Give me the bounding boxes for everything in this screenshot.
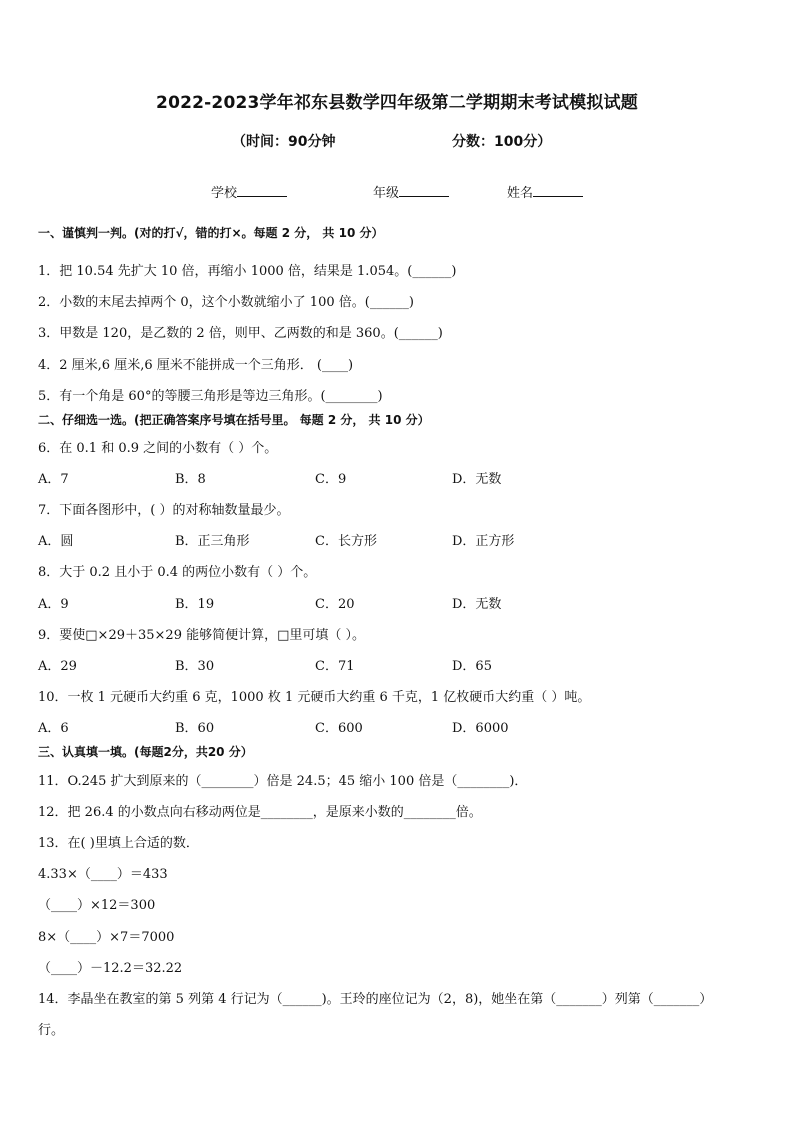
school-label: 学校 <box>211 186 238 201</box>
question-8-options <box>38 593 738 611</box>
option-b[interactable]: B．60 <box>175 721 215 736</box>
section-2-title: 二、仔细选一选。(把正确答案序号填在括号里。 每题 2 分， 共 10 分） <box>38 413 430 427</box>
question-8: 8．大于 0.2 且小于 0.4 的两位小数有（ ）个。 <box>38 565 317 580</box>
option-d[interactable]: D．正方形 <box>452 534 515 549</box>
question-9: 9．要使□×29＋35×29 能够简便计算，□里可填（ ）。 <box>38 628 366 643</box>
option-b[interactable]: B．正三角形 <box>175 534 250 549</box>
grade-blank[interactable] <box>399 184 449 197</box>
option-d[interactable]: D．无数 <box>452 472 502 487</box>
total-score: 分数：100分） <box>452 134 552 150</box>
question-4: 4．2 厘米,6 厘米,6 厘米不能拼成一个三角形． (____) <box>38 358 354 373</box>
name-blank[interactable] <box>533 184 583 197</box>
question-6: 6．在 0.1 和 0.9 之间的小数有（ ）个。 <box>38 441 278 456</box>
option-a[interactable]: A．9 <box>38 597 69 612</box>
question-6-options <box>38 468 738 486</box>
question-13-b: （____）×12＝300 <box>38 898 156 913</box>
question-13: 13．在( )里填上合适的数． <box>38 836 199 851</box>
option-b[interactable]: B．30 <box>175 659 215 674</box>
time-limit: （时间：90分钟 <box>232 134 336 150</box>
section-1-title: 一、谨慎判一判。(对的打√，错的打×。每题 2 分， 共 10 分） <box>38 226 384 240</box>
option-c[interactable]: C．71 <box>315 659 355 674</box>
question-13-d: （____）－12.2＝32.22 <box>38 961 183 976</box>
question-2: 2．小数的末尾去掉两个 0，这个小数就缩小了 100 倍。(______) <box>38 295 414 310</box>
question-13-a: 4.33×（____）＝433 <box>38 867 168 882</box>
question-14: 14．李晶坐在教室的第 5 列第 4 行记为（______)。王玲的座位记为（2，8)，她坐在第（_______）列第（_______） <box>38 992 713 1007</box>
option-a[interactable]: A．6 <box>38 721 69 736</box>
question-1: 1．把 10.54 先扩大 10 倍，再缩小 1000 倍，结果是 1.054。(______) <box>38 264 457 279</box>
option-d[interactable]: D．无数 <box>452 597 502 612</box>
name-label: 姓名 <box>507 186 534 201</box>
question-3: 3．甲数是 120，是乙数的 2 倍，则甲、乙两数的和是 360。(______) <box>38 326 443 341</box>
grade-label: 年级 <box>373 186 400 201</box>
school-blank[interactable] <box>237 184 287 197</box>
name-field[interactable] <box>507 182 583 201</box>
option-b[interactable]: B．8 <box>175 472 206 487</box>
option-a[interactable]: A．29 <box>38 659 77 674</box>
question-10: 10．一枚 1 元硬币大约重 6 克，1000 枚 1 元硬币大约重 6 千克，1 亿枚硬币大约重（ ）吨。 <box>38 690 591 705</box>
question-10-options <box>38 717 738 735</box>
question-12: 12．把 26.4 的小数点向右移动两位是________，是原来小数的________倍。 <box>38 805 482 820</box>
option-d[interactable]: D．65 <box>452 659 492 674</box>
question-9-options <box>38 655 738 673</box>
question-13-c: 8×（____）×7＝7000 <box>38 930 175 945</box>
exam-title: 2022-2023学年祁东县数学四年级第二学期期末考试模拟试题 <box>156 93 638 113</box>
option-c[interactable]: C．9 <box>315 472 347 487</box>
question-11: 11．O.245 扩大到原来的（________）倍是 24.5；45 缩小 100 倍是（________)． <box>38 774 528 789</box>
option-a[interactable]: A．圆 <box>38 534 74 549</box>
option-a[interactable]: A．7 <box>38 472 69 487</box>
option-c[interactable]: C．长方形 <box>315 534 377 549</box>
question-7: 7．下面各图形中，( ）的对称轴数量最少。 <box>38 503 290 518</box>
question-7-options <box>38 530 738 548</box>
option-d[interactable]: D．6000 <box>452 721 509 736</box>
school-field[interactable] <box>211 182 287 201</box>
section-3-title: 三、认真填一填。(每题2分，共20 分） <box>38 745 253 759</box>
grade-field[interactable] <box>373 182 449 201</box>
question-14-continued: 行。 <box>38 1023 65 1038</box>
question-5: 5．有一个角是 60°的等腰三角形是等边三角形。(________) <box>38 389 383 404</box>
option-c[interactable]: C．20 <box>315 597 355 612</box>
option-c[interactable]: C．600 <box>315 721 363 736</box>
option-b[interactable]: B．19 <box>175 597 215 612</box>
